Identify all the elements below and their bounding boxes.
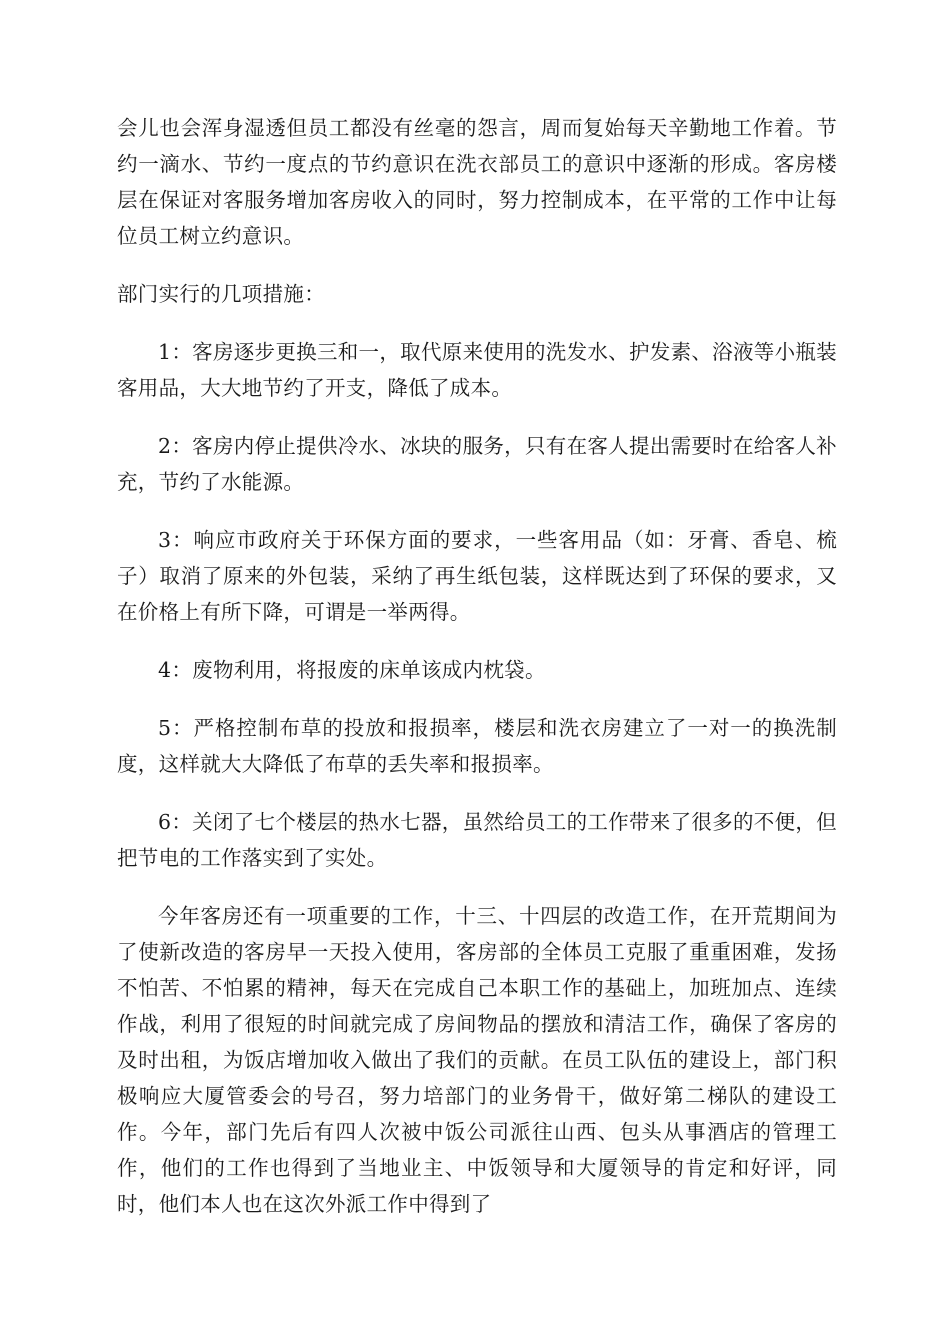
paragraph-intro: 会儿也会浑身湿透但员工都没有丝毫的怨言，周而复始每天辛勤地工作着。节约一滴水、节约一度点的节约意识在洗衣部员工的意识中逐渐的形成。客房楼层在保证对客服务增加客房收入的同时，努力控制成本，在平常的工作中让每位员工树立约意识。 (117, 116, 837, 248)
paragraph-measure-2: 2：客房内停止提供冷水、冰块的服务，只有在客人提出需要时在给客人补充，节约了水能源。 (117, 434, 837, 494)
paragraph-measure-4: 4：废物利用，将报废的床单该成内枕袋。 (158, 658, 546, 682)
paragraph-renovation: 今年客房还有一项重要的工作，十三、十四层的改造工作，在开荒期间为了使新改造的客房早一天投入使用，客房部的全体员工克服了重重困难，发扬不怕苦、不怕累的精神，每天在完成自己本职工作的基础上，加班加点、连续作战，利用了很短的时间就完成了房间物品的摆放和清洁工作，确保了客房的及时出租，为饭店增加收入做出了我们的贡献。在员工队伍的建设上，部门积极响应大厦管委会的号召，努力培部门的业务骨干，做好第二梯队的建设工作。今年，部门先后有四人次被中饭公司派往山西、包头从事酒店的管理工作，他们的工作也得到了当地业主、中饭领导和大厦领导的肯定和好评，同时，他们本人也在这次外派工作中得到了 (117, 904, 837, 1216)
paragraph-measure-5: 5：严格控制布草的投放和报损率，楼层和洗衣房建立了一对一的换洗制度，这样就大大降低了布草的丢失率和报损率。 (117, 716, 837, 776)
document-body (117, 110, 837, 1244)
paragraph-measure-1: 1：客房逐步更换三和一，取代原来使用的洗发水、护发素、浴液等小瓶装客用品，大大地节约了开支，降低了成本。 (117, 340, 837, 400)
paragraph-measure-6: 6：关闭了七个楼层的热水七器，虽然给员工的工作带来了很多的不便，但把节电的工作落实到了实处。 (117, 810, 837, 870)
paragraph-measures-heading: 部门实行的几项措施： (117, 282, 325, 306)
paragraph-measure-3: 3：响应市政府关于环保方面的要求，一些客用品（如：牙膏、香皂、梳子）取消了原来的外包装，采纳了再生纸包装，这样既达到了环保的要求，又在价格上有所下降，可谓是一举两得。 (117, 528, 837, 624)
